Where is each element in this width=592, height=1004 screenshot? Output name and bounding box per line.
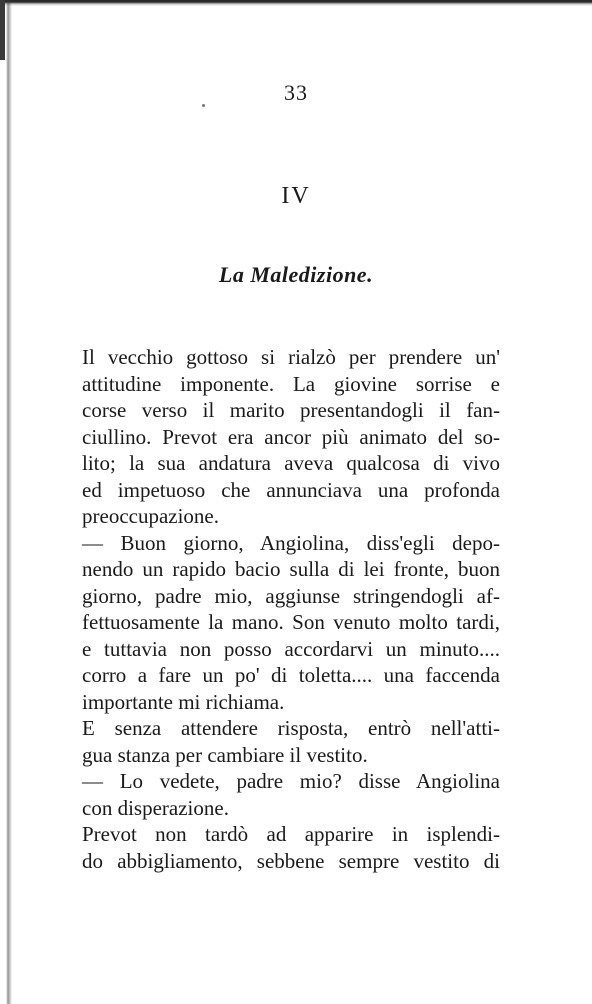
chapter-title: La Maledizione. <box>218 262 374 287</box>
text-line: — Buon giorno, Angiolina, diss'egli depo- <box>82 530 500 555</box>
text-line: attitudine imponente. La giovine sorrise e <box>82 371 500 396</box>
text-line: — Lo vedete, padre mio? disse Angiolina <box>82 769 500 793</box>
text-line: giorno, padre mio, aggiunse stringendogli af- <box>82 583 500 608</box>
text-line: con disperazione. <box>82 795 229 820</box>
text-line: corse verso il marito presentandogli il fan- <box>82 398 500 422</box>
text-line: Il vecchio gottoso si rialzò per prendere un' <box>82 345 500 369</box>
text-line: preoccupazione. <box>82 504 220 528</box>
text-line: E senza attendere risposta, entrò nell'atti- <box>82 716 500 740</box>
text-line: Prevot non tardò ad apparire in isplendi- <box>82 822 500 846</box>
text-line: ed impetuoso che annunciava una profonda <box>82 477 500 502</box>
text-line: lito; la sua andatura aveva qualcosa di vivo <box>82 451 500 475</box>
text-line: ciullino. Prevot era ancor più animato del so- <box>82 424 500 449</box>
text-line: importante mi richiama. <box>82 689 285 714</box>
text-line: e tuttavia non posso accordarvi un minuto.... <box>82 636 500 661</box>
text-line: do abbigliamento, sebbene sempre vestito di <box>82 848 500 873</box>
body-text <box>82 344 500 874</box>
text-line: corro a fare un po' di toletta.... una faccenda <box>82 663 500 687</box>
text-line: gua stanza per cambiare il vestito. <box>82 742 368 767</box>
scan-top-edge <box>0 0 592 6</box>
scan-left-shadow <box>0 0 5 60</box>
text-line: fettuosamente la mano. Son venuto molto tardi, <box>82 610 500 634</box>
text-line: nendo un rapido bacio sulla di lei fronte, buon <box>82 557 500 581</box>
page-number: 33 <box>284 80 308 105</box>
scan-left-edge <box>0 0 12 1004</box>
chapter-number: IV <box>281 183 311 209</box>
